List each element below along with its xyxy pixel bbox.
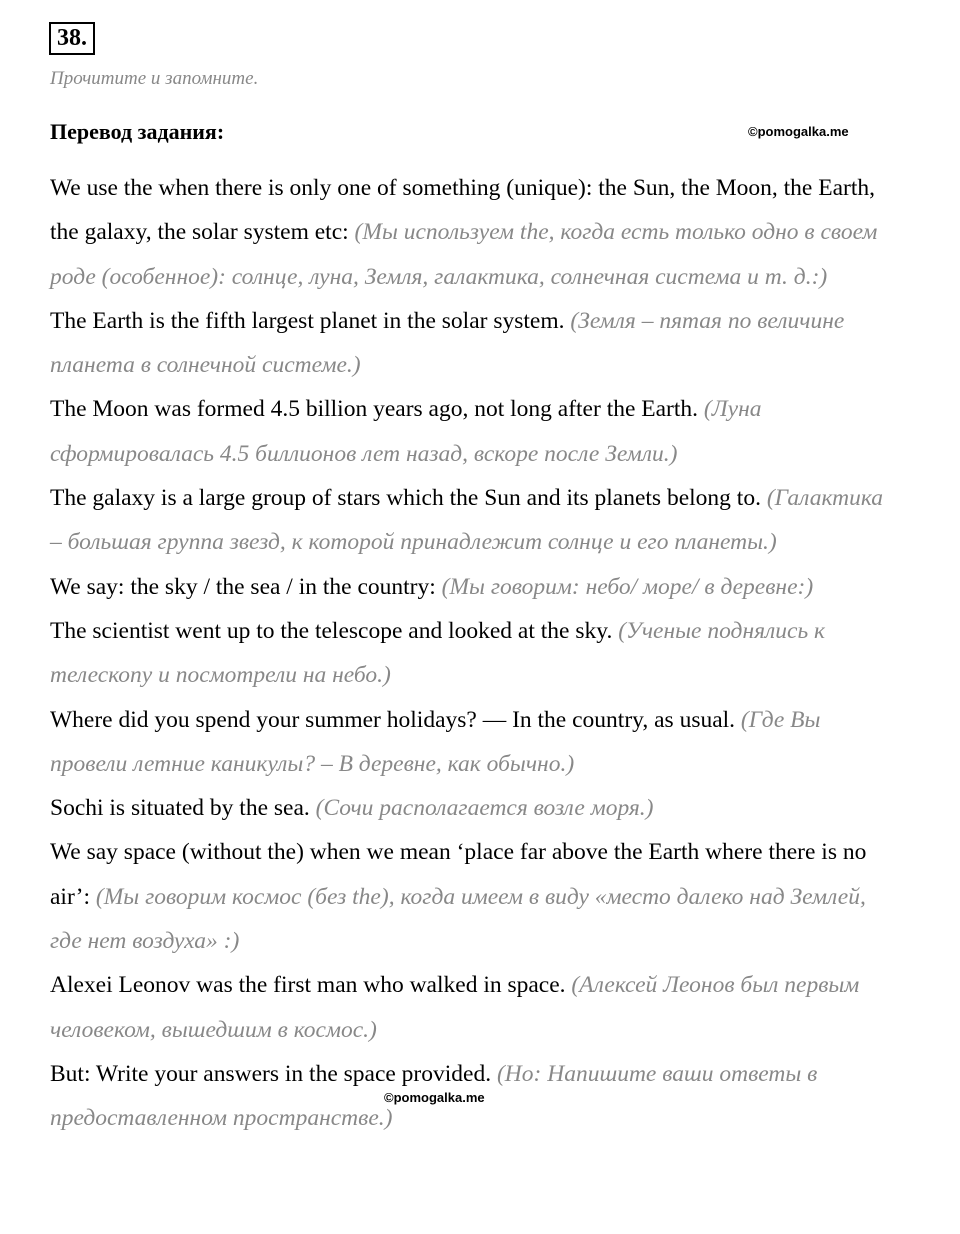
paragraph-sky-sea-country [50,565,900,609]
russian-translation: (Луна сформировалась 4.5 биллионов лет назад, вскоре после Земли.) [50,396,762,467]
english-text: We say: the sky / the sea / in the country: [50,573,436,600]
russian-translation: (Мы используем the, когда есть только одно в своем роде (особенное): солнце, луна, Земля, галактика, солнечная система и т. д.:) [50,219,878,290]
english-text: The Earth is the fifth largest planet in the solar system. [50,307,565,334]
task-instruction: Прочитите и запомните. [50,68,259,89]
paragraph-leonov [50,963,900,1052]
russian-translation: (Земля – пятая по величине планета в солнечной системе.) [50,307,845,379]
english-text: Alexei Leonov was the first man who walked in space. [50,972,566,999]
paragraph-space-rule [50,830,900,963]
english-text: We use the when there is only one of something (unique): the Sun, the Moon, the Earth, the galaxy, the solar system etc: [50,175,876,246]
task-number: 38. [49,22,95,55]
paragraph-earth [50,299,900,388]
english-text: The Moon was formed 4.5 billion years ago, not long after the Earth. [50,396,699,423]
russian-translation: (Галактика – большая группа звезд, к которой принадлежит солнце и его планеты.) [50,485,884,556]
translation-body [50,166,900,1141]
english-text: We say space (without the) when we mean ‘place far above the Earth where there is no air’: [50,839,867,910]
russian-translation: (Но: Напишите ваши ответы в предоставленном пространстве.) [50,1060,818,1132]
russian-translation: (Мы говорим космос (без the), когда имеем в виду «место далеко над Землей, где нет воздуха» :) [50,883,866,955]
russian-translation: (Ученые поднялись к телескопу и посмотрели на небо.) [50,617,826,689]
english-text: Sochi is situated by the sea. [50,795,310,822]
english-text: The galaxy is a large group of stars which the Sun and its planets belong to. [50,485,761,512]
russian-translation: (Сочи располагается возле моря.) [315,795,654,822]
paragraph-moon [50,387,900,476]
watermark-top: ©pomogalka.me [748,124,849,139]
english-text: Where did you spend your summer holidays? — In the country, as usual. [50,706,736,733]
paragraph-telescope [50,609,900,698]
watermark-middle: ©pomogalka.me [384,1090,485,1105]
russian-translation: (Алексей Леонов был первым человеком, вышедшим в космос.) [50,972,860,1043]
paragraph-holidays [50,698,900,787]
paragraph-unique-nouns [50,166,900,299]
paragraph-sochi [50,786,900,830]
translation-heading: Перевод задания: [50,119,225,144]
english-text: But: Write your answers in the space provided. [50,1060,492,1087]
russian-translation: (Где Вы провели летние каникулы? – В деревне, как обычно.) [50,706,821,777]
paragraph-galaxy [50,476,900,565]
english-text: The scientist went up to the telescope and looked at the sky. [50,617,613,644]
russian-translation: (Мы говорим: небо/ море/ в деревне:) [441,573,814,600]
